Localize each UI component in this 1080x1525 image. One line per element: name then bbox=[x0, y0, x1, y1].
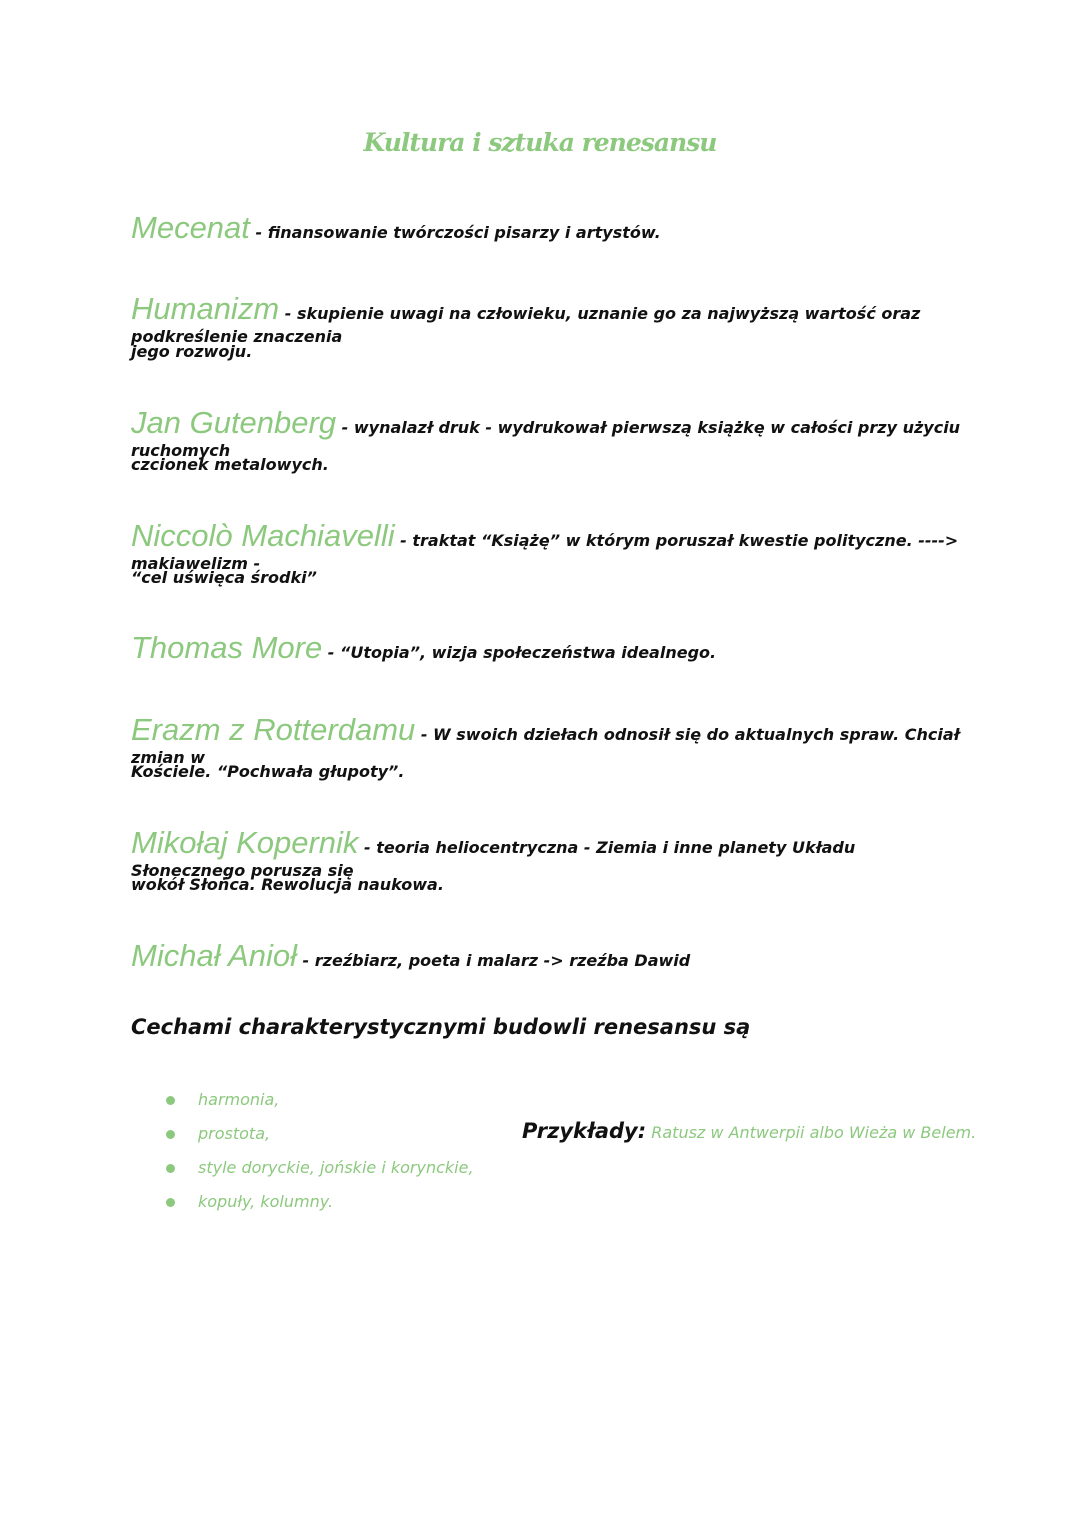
entry-description: - teoria heliocentryczna - Ziemia i inne planety Układu Słonecznego porusza się bbox=[131, 838, 856, 880]
bullet-icon bbox=[166, 1130, 175, 1139]
entry-description: - rzeźbiarz, poeta i malarz -> rzeźba Dawid bbox=[296, 951, 691, 970]
entry-continuation: czcionek metalowych. bbox=[131, 455, 329, 474]
bullet-icon bbox=[166, 1096, 175, 1105]
entry-more bbox=[131, 630, 961, 666]
feature-text: prostota, bbox=[198, 1124, 271, 1143]
bullet-icon bbox=[166, 1198, 175, 1207]
feature-text: kopuły, kolumny. bbox=[198, 1192, 334, 1211]
entry-continuation: Kościele. “Pochwała głupoty”. bbox=[131, 762, 405, 781]
entry-continuation: jego rozwoju. bbox=[131, 342, 253, 361]
entry-term: Jan Gutenberg bbox=[131, 405, 337, 440]
entry-term: Erazm z Rotterdamu bbox=[131, 712, 416, 747]
entry-gutenberg bbox=[131, 405, 961, 460]
list-item bbox=[163, 1185, 474, 1219]
examples bbox=[522, 1119, 976, 1143]
feature-text: harmonia, bbox=[198, 1090, 280, 1109]
feature-text: style doryckie, jońskie i korynckie, bbox=[198, 1158, 474, 1177]
list-item bbox=[163, 1117, 474, 1151]
entry-aniol bbox=[131, 938, 961, 974]
examples-label: Przykłady: bbox=[522, 1119, 647, 1143]
entry-description: - traktat “Książę” w którym poruszał kwestie polityczne. ----> makiawelizm - bbox=[131, 531, 959, 573]
list-item bbox=[163, 1083, 474, 1117]
entry-term: Michał Anioł bbox=[131, 938, 297, 973]
entry-description: - finansowanie twórczości pisarzy i artystów. bbox=[249, 223, 661, 242]
entry-description: - skupienie uwagi na człowieku, uznanie go za najwyższą wartość oraz podkreślenie znaczenia bbox=[131, 304, 921, 346]
entry-erazm bbox=[131, 712, 961, 767]
entry-description: - W swoich dziełach odnosił się do aktualnych spraw. Chciał zmian w bbox=[131, 725, 960, 767]
entry-description: - wynalazł druk - wydrukował pierwszą książkę w całości przy użyciu ruchomych bbox=[131, 418, 961, 460]
list-item bbox=[163, 1151, 474, 1185]
architecture-heading: Cechami charakterystycznymi budowli renesansu są bbox=[131, 1015, 751, 1039]
entry-kopernik bbox=[131, 825, 961, 880]
entry-term: Niccolò Machiavelli bbox=[131, 518, 395, 553]
entry-term: Thomas More bbox=[131, 630, 323, 665]
examples-value: Ratusz w Antwerpii albo Wieża w Belem. bbox=[646, 1123, 977, 1142]
entry-humanizm bbox=[131, 291, 961, 346]
entry-term: Mikołaj Kopernik bbox=[131, 825, 359, 860]
feature-list bbox=[163, 1083, 474, 1219]
page-title: Kultura i sztuka renesansu bbox=[363, 128, 717, 157]
entry-continuation: wokół Słońca. Rewolucja naukowa. bbox=[131, 875, 444, 894]
bullet-icon bbox=[166, 1164, 175, 1173]
entry-machiavelli bbox=[131, 518, 961, 573]
entry-description: - “Utopia”, wizja społeczeństwa idealnego. bbox=[322, 643, 717, 662]
entry-mecenat bbox=[131, 210, 961, 246]
entry-term: Humanizm bbox=[131, 291, 280, 326]
entry-continuation: “cel uświęca środki” bbox=[131, 568, 317, 587]
entry-term: Mecenat bbox=[131, 210, 250, 245]
